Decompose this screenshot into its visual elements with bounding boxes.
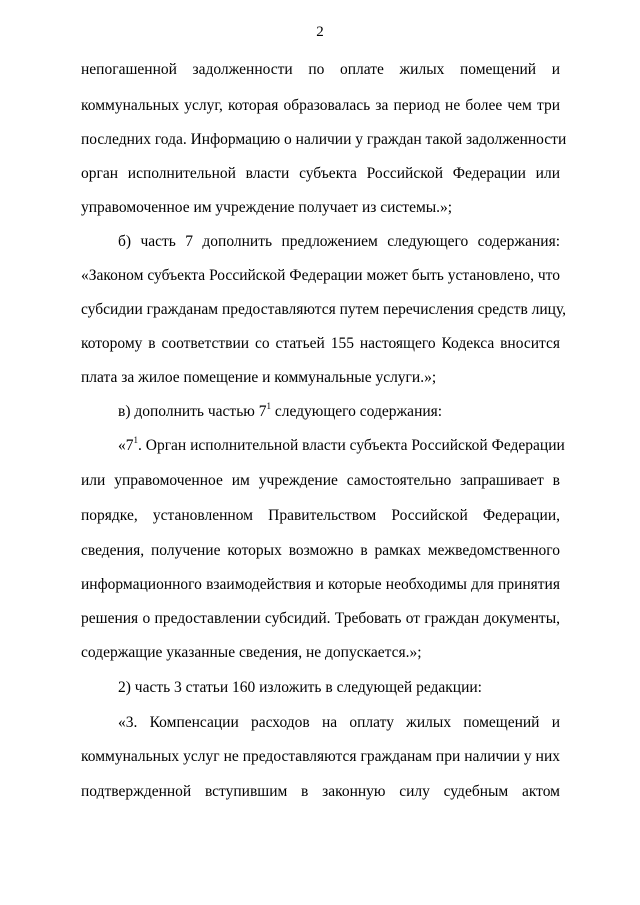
text-line: коммунальных услуг, которая образовалась за период не более чем три [81, 97, 560, 114]
text-line [118, 434, 565, 456]
text-line: непогашенной задолженности по оплате жилых помещений и [81, 61, 560, 78]
text-run: . Орган исполнительной власти субъекта Российской Федерации [138, 437, 565, 454]
text-line: б) часть 7 дополнить предложением следующего содержания: [118, 233, 560, 250]
text-line: сведения, получение которых возможно в рамках межведомственного [81, 542, 560, 559]
text-line: которому в соответствии со статьей 155 настоящего Кодекса вносится [81, 335, 560, 352]
text-line: или управомоченное им учреждение самостоятельно запрашивает в [81, 472, 560, 489]
text-line: плата за жилое помещение и коммунальные услуги.»; [81, 369, 437, 386]
text-line: управомоченное им учреждение получает из системы.»; [81, 199, 453, 216]
text-line: «3. Компенсации расходов на оплату жилых помещений и [118, 714, 560, 731]
text-line: «Законом субъекта Российской Федерации может быть установлено, что [81, 267, 560, 284]
text-run: «7 [118, 437, 134, 454]
text-line: решения о предоставлении субсидий. Требовать от граждан документы, [81, 610, 560, 627]
text-line: субсидии гражданам предоставляются путем перечисления средств лицу, [81, 301, 567, 318]
text-line: орган исполнительной власти субъекта Российской Федерации или [81, 165, 560, 182]
text-line: коммунальных услуг не предоставляются гражданам при наличии у них [81, 748, 560, 765]
text-line: содержащие указанные сведения, не допускается.»; [81, 644, 422, 661]
text-line: подтвержденной вступившим в законную силу судебным актом [81, 783, 560, 800]
text-run: следующего содержания: [270, 403, 443, 420]
superscript: 1 [266, 400, 271, 411]
page-number: 2 [316, 24, 324, 40]
text-line: последних года. Информацию о наличии у граждан такой задолженности [81, 131, 567, 148]
text-line [118, 402, 442, 422]
text-line: порядке, установленном Правительством Российской Федерации, [81, 507, 560, 524]
text-run: в) дополнить частью 7 [118, 403, 267, 420]
text-line: информационного взаимодействия и которые необходимы для принятия [81, 576, 560, 593]
text-line: 2) часть 3 статьи 160 изложить в следующей редакции: [118, 679, 482, 696]
superscript: 1 [133, 434, 138, 445]
